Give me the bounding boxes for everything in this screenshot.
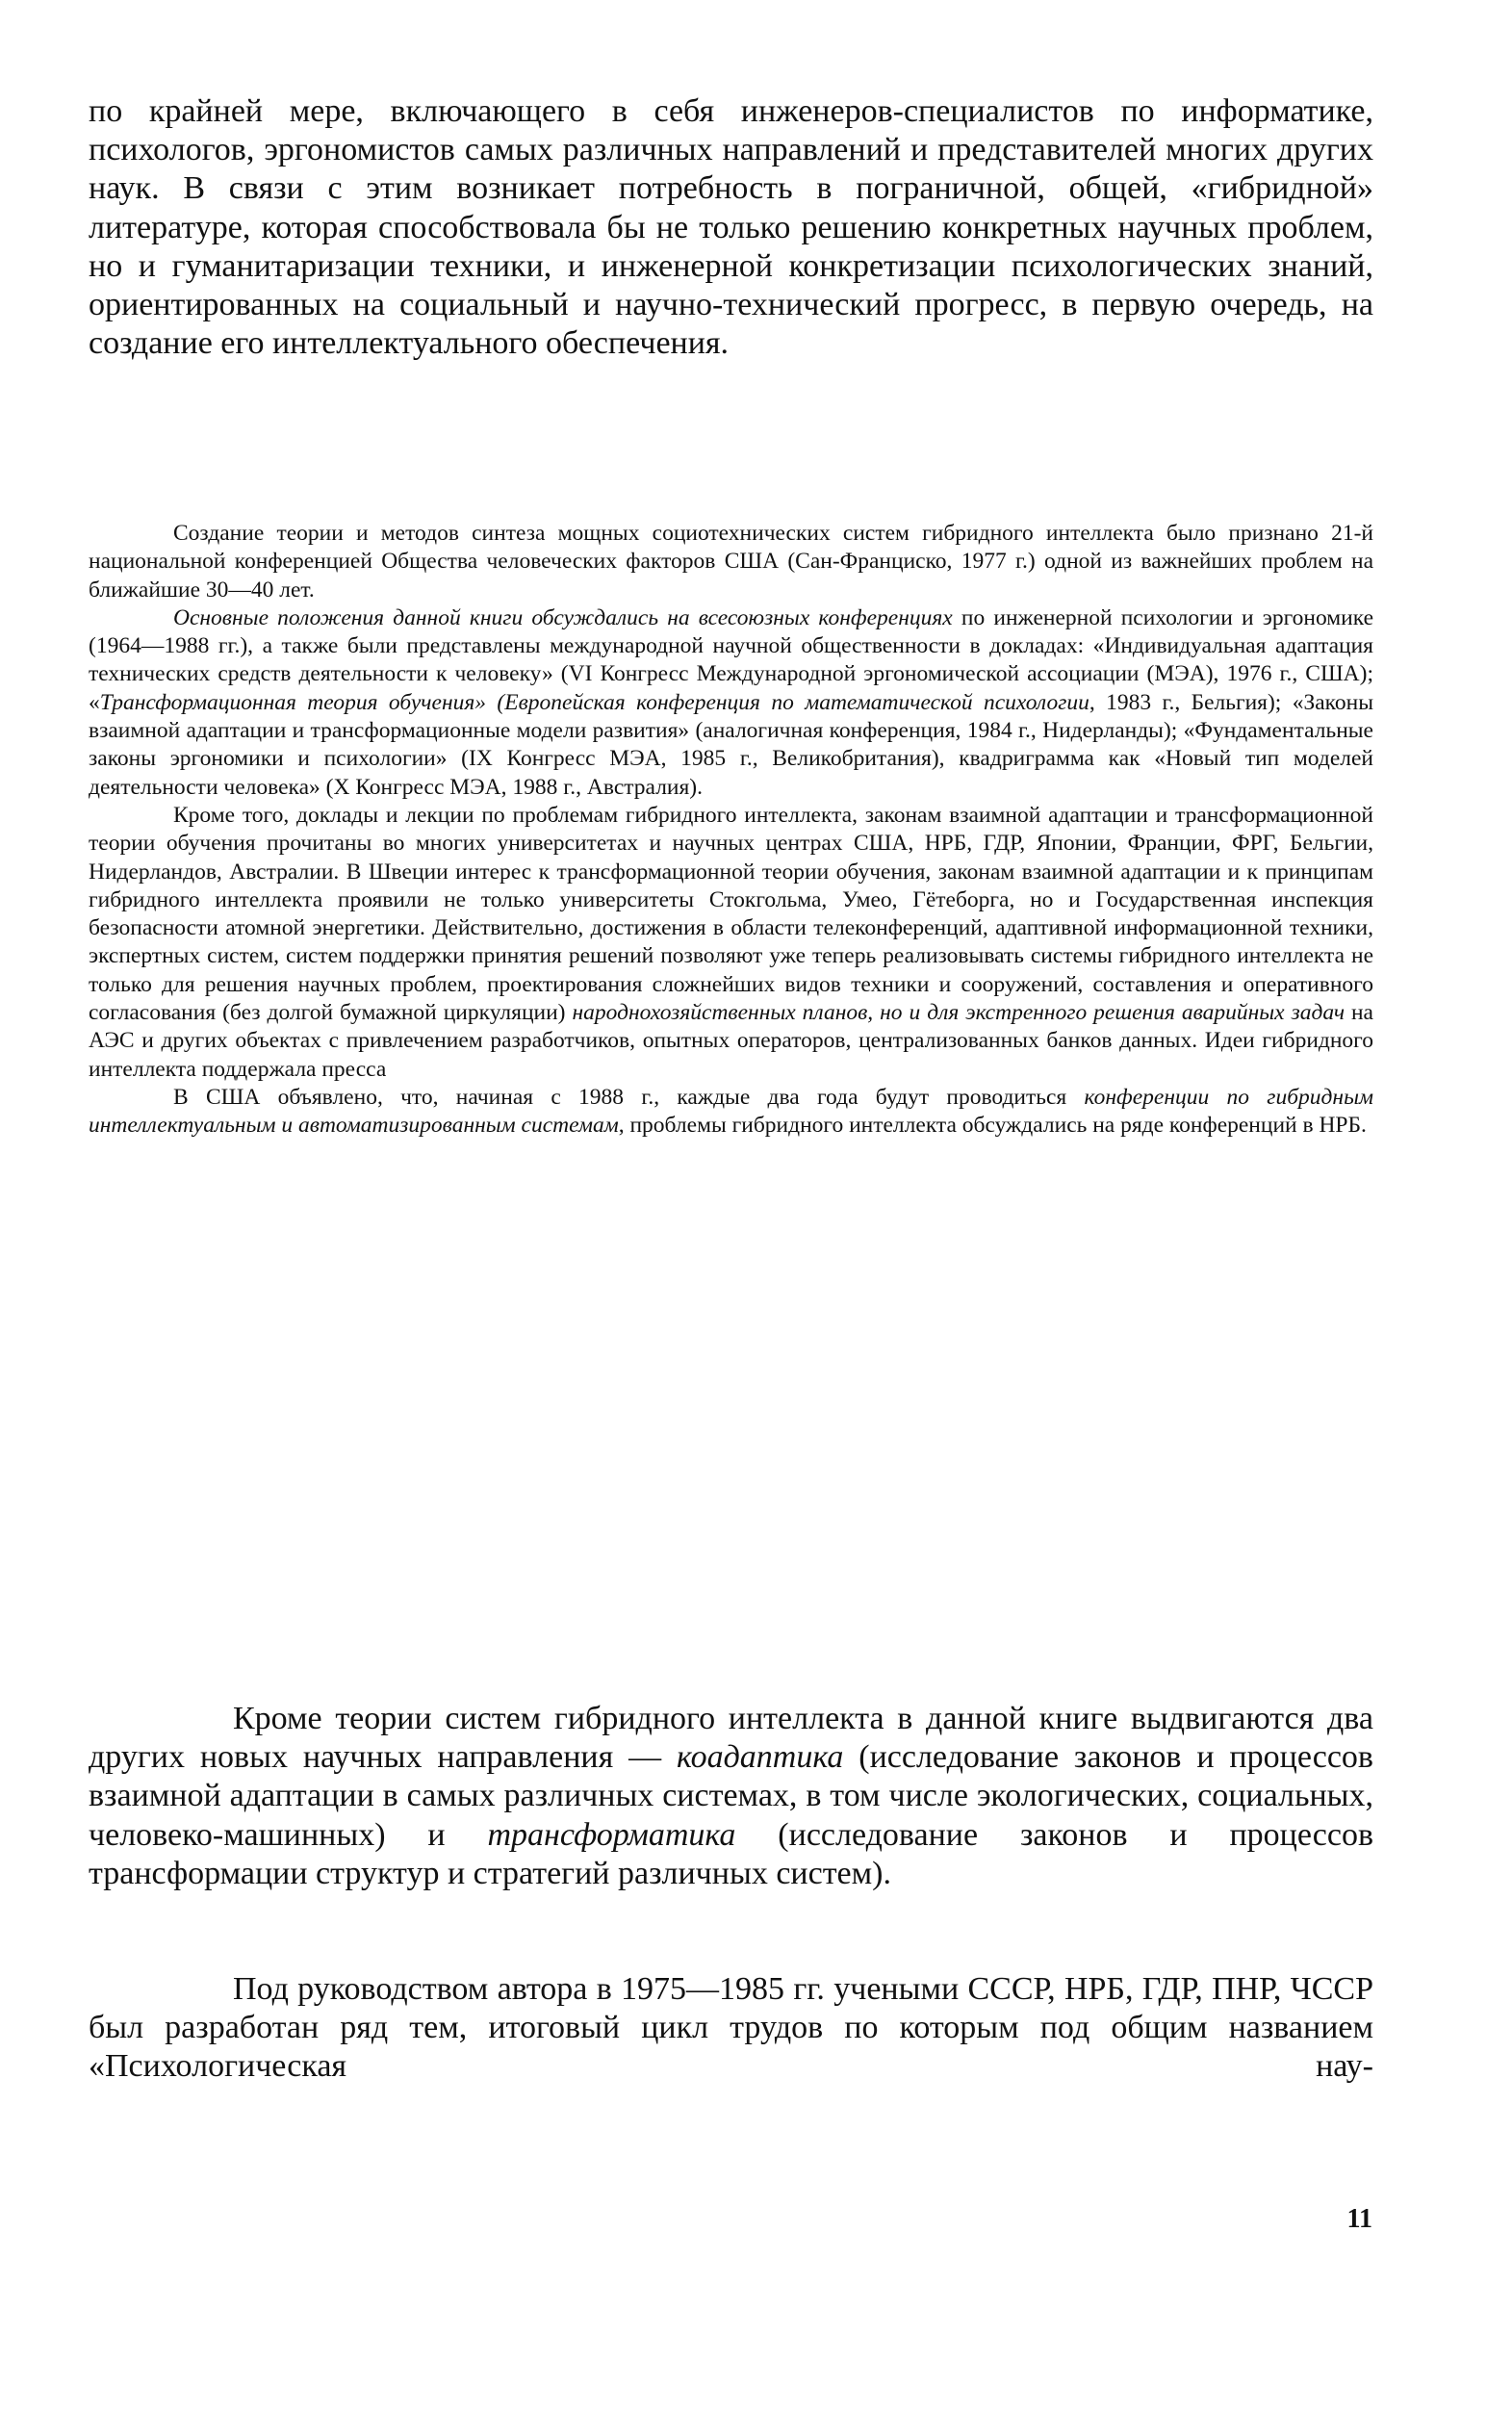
transformatics-term: трансформатика: [487, 1816, 736, 1853]
note-conferences-text-a: по инженерной психологии и эргономике (1964—1988 гг.), а также были представлены международной научной общественности в докладах: «Индивидуальная адаптация технических средств деятельности к человеку» (VI Конгресс Международной эргономической ассоциации (МЭА), 1976 г., США); «: [89, 604, 1373, 715]
research-paragraph: [89, 1970, 1373, 2087]
coadaptics-paragraph-text: [89, 1700, 1373, 1893]
research-paragraph-text: Под руководством автора в 1975—1985 гг. учеными СССР, НРБ, ГДР, ПНР, ЧССР был разработан ряд тем, итоговый цикл трудов по которым под общим названием «Психологическая нау-: [89, 1971, 1373, 2085]
top-paragraph: [89, 92, 1373, 363]
note-lectures-text-b: на АЭС и других объектах с привлечением разработчиков, опытных операторов, централизованных банков данных. Идеи гибридного интеллекта поддержала пресса: [89, 1000, 1373, 1082]
coadaptics-text-a: Кроме теории систем гибридного интеллекта в данной книге выдвигаются два других новых научных направления —: [89, 1701, 1373, 1776]
note-usa-text-a: В США объявлено, что, начиная с 1988 г., каждые два года будут проводиться: [173, 1084, 1085, 1110]
note-usa-conferences: [89, 1084, 1373, 1141]
note-conferences: [89, 604, 1373, 802]
note-lectures: [89, 802, 1373, 1084]
note-usa-italic: конференции по гибридным интеллектуальным и автоматизированным системам: [89, 1084, 1373, 1139]
coadaptics-text-c: (исследование законов и процессов трансформации структур и стратегий различных систем).: [89, 1816, 1374, 1891]
coadaptics-term: коадаптика: [676, 1739, 844, 1776]
coadaptics-paragraph: [89, 1700, 1373, 1893]
page-number: 11: [1346, 2204, 1372, 2234]
notes-block: [89, 520, 1373, 1141]
top-paragraph-text: по крайней мере, включающего в себя инженеров-специалистов по информатике, психологов, эргономистов самых различных направлений и представителей многих других наук. В связи с этим возникает потребность в пограничной, общей, «гибридной» литературе, которая способствовала бы не только решению конкретных научных проблем, но и гуманитаризации техники, и инженерной конкретизации психологических знаний, ориентированных на социальный и научно-технический прогресс, в первую очередь, на создание его интеллектуального обеспечения.: [89, 93, 1373, 362]
note-lectures-italic: народнохозяйственных планов, но и для экстренного решения аварийных задач: [572, 1000, 1345, 1026]
note-lectures-text-a: Кроме того, доклады и лекции по проблемам гибридного интеллекта, законам взаимной адаптации и трансформационной теории обучения прочитаны во многих университетах и научных центрах США, НРБ, ГДР, Японии, Франции, ФРГ, Бельгии, Нидерландов, Австралии. В Швеции интерес к трансформационной теории обучения, законам взаимной адаптации и к принципам гибридного интеллекта проявили не только университеты Стокгольма, Умео, Гётеборга, но и Государственная инспекция безопасности атомной энергетики. Действительно, достижения в области телеконференций, адаптивной информационной техники, экспертных систем, систем поддержки принятия решений позволяют уже теперь реализовывать системы гибридного интеллекта не только для решения научных проблем, проектирования сложнейших видов техники и сооружений, составления и оперативного согласования (без долгой бумажной циркуляции): [89, 802, 1373, 1026]
note-hybrid-intelligence-conference: Создание теории и методов синтеза мощных социотехнических систем гибридного интеллекта было признано 21-й национальной конференцией Общества человеческих факторов США (Сан-Франциско, 1977 г.) одной из важнейших проблем на ближайшие 30—40 лет.: [89, 521, 1373, 603]
coadaptics-text-b: (исследование законов и процессов взаимной адаптации в самых различных системах, в том числе экологических, социальных, человеко-машинных) и: [89, 1739, 1373, 1853]
note-conferences-italic-mid: Трансформационная теория обучения» (Европейская конференция по математической психологии: [99, 689, 1089, 715]
note-usa-text-b: , проблемы гибридного интеллекта обсуждались на ряде конференций в НРБ.: [618, 1113, 1367, 1139]
note-conferences-text-b: , 1983 г., Бельгия); «Законы взаимной адаптации и трансформационные модели развития» (аналогичная конференция, 1984 г., Нидерланды); «Фундаментальные законы эргономики и психологии» (IX Конгресс МЭА, 1985 г., Великобритания), квадриграмма как «Новый тип моделей деятельности человека» (X Конгресс МЭА, 1988 г., Австралия).: [89, 689, 1373, 800]
note-conferences-italic-lead: Основные положения данной книги обсуждались на всесоюзных конференциях: [173, 604, 953, 630]
